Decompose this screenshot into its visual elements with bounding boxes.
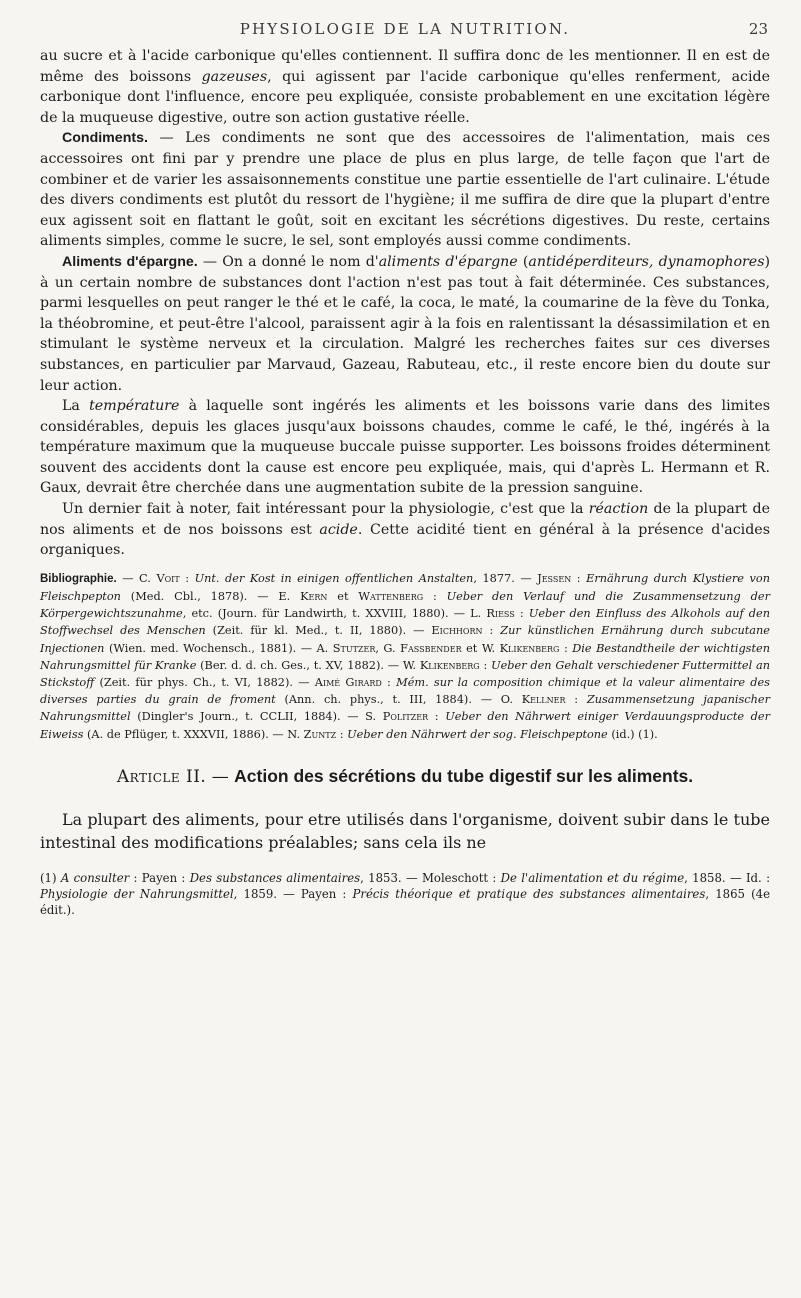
paragraph-reaction: Un dernier fait à noter, fait intéressant pour la physiologie, c'est que la réaction de la plupart de nos aliments et de nos boissons est acide. Cette acidité tient en général à la présence d'acides organiques.: [40, 501, 770, 559]
article-label: Article II.: [116, 766, 207, 787]
running-title: PHYSIOLOGIE DE LA NUTRITION.: [239, 20, 571, 38]
article-heading: Article II. — Action des sécrétions du tube digestif sur les aliments.: [116, 765, 694, 787]
paragraph-aliments-epargne: Aliments d'épargne. — On a donné le nom d'aliments d'épargne (antidéperditeurs, dynamophores) à un certain nombre de substances dont l'action n'est pas tout à fait déterminée. Ces substances, parmi lesquelles on peut ranger le thé et le café, la coca, le maté, la coumarine de la fève du Tonka, la théobromine, et peut-être l'alcool, paraissent agir à la fois en ralentissant la désassimilation et en stimulant le système nerveux et la circulation. Malgré les recherches faites sur ces diverses substances, en particulier par Marvaud, Gazeau, Rabuteau, etc., il reste encore bien du doute sur leur action.: [40, 253, 771, 394]
footnote: (1) A consulter : Payen : Des substances alimentaires, 1853. — Moleschott : De l'alimentation et du régime, 1858. — Id. : Physiologie der Nahrungsmittel, 1859. — Payen : Précis théorique et pratique des substances alimentaires, 1865 (4e édit.).: [40, 870, 771, 917]
page: [40, 0, 770, 918]
epargne-heading: Aliments d'épargne.: [62, 253, 198, 270]
body-text: [40, 46, 770, 561]
page-header: [40, 14, 770, 46]
bibliography-heading: Bibliographie.: [40, 572, 117, 585]
page-number: 23: [748, 20, 768, 38]
bibliography: Bibliographie. — C. Voit : Unt. der Kost in einigen offentlichen Anstalten, 1877. — Jessen : Ernährung durch Klystiere von Fleischpepton (Med. Cbl., 1878). — E. Kern et Wattenberg : Ueber den Verlauf und die Zusammensetzung der Körpergewichtszunahme, etc. (Journ. für Landwirth, t. XXVIII, 1880). — L. Riess : Ueber den Einfluss des Alkohols auf den Stoffwechsel des Menschen (Zeit. für kl. Med., t. II, 1880). — Eichhorn : Zur künstlichen Ernährung durch subcutane Injectionen (Wien. med. Wochensch., 1881). — A. Stutzer, G. Fassbender et W. Klikenberg : Die Bestandtheile der wichtigsten Nahrungsmittel für Kranke (Ber. d. d. ch. Ges., t. XV, 1882). — W. Klikenberg : Ueber den Gehalt verschiedener Futtermittel an Stickstoff (Zeit. für phys. Ch., t. VI, 1882). — Aimé Girard : Mém. sur la composition chimique et la valeur alimentaire des diverses parties du grain de froment (Ann. ch. phys., t. III, 1884). — O. Kellner : Zusammensetzung japanischer Nahrungsmittel (Dingler's Journ., t. CCLII, 1884). — S. Politzer : Ueber den Nährwert einiger Verdauungsproducte der Eiweiss (A. de Pflüger, t. XXXVII, 1886). — N. Zuntz : Ueber den Nährwert der sog. Fleischpeptone (id.) (1).: [40, 571, 770, 741]
article-title: Action des sécrétions du tube digestif sur les aliments.: [234, 765, 694, 786]
paragraph-closing: La plupart des aliments, pour etre utilisés dans l'organisme, doivent subir dans le tube intestinal des modifications préalables; sans cela ils ne: [40, 809, 770, 852]
condiments-heading: Condiments.: [62, 130, 148, 147]
paragraph-gaseous-drinks: au sucre et à l'acide carbonique qu'elles contiennent. Il suffira donc de les mentionner. Il en est de même des boissons gazeuses, qui agissent par l'acide carbonique qu'elles renferment, acide carbonique dont l'influence, encore peu expliquée, consiste probablement en une excitation légère de la muqueuse digestive, outre son action gustative réelle.: [40, 48, 770, 126]
paragraph-temperature: La température à laquelle sont ingérés les aliments et les boissons varie dans des limites considérables, depuis les glaces jusqu'aux boissons chaudes, comme le café, le thé, ingérés à la température maximum que la muqueuse buccale puisse supporter. Les boissons froides déterminent souvent des accidents dont la cause est encore peu expliquée, mais, qui d'après L. Hermann et R. Gaux, devrait être cherchée dans une augmentation subite de la pression sanguine.: [40, 398, 770, 497]
paragraph-condiments: Condiments. — Les condiments ne sont que des accessoires de l'alimentation, mais ces accessoires ont fini par y prendre une place de plus en plus large, de telle façon que l'art de combiner et de varier les assaisonnements constitue une partie essentielle de l'art culinaire. L'étude des divers condiments est plutôt du ressort de l'hygiène; il me suffira de dire que la plupart d'entre eux agissent soit en flattant le goût, soit en excitant les sécrétions digestives. Du reste, certains aliments simples, comme le sucre, le sel, sont employés aussi comme condiments.: [40, 130, 770, 250]
